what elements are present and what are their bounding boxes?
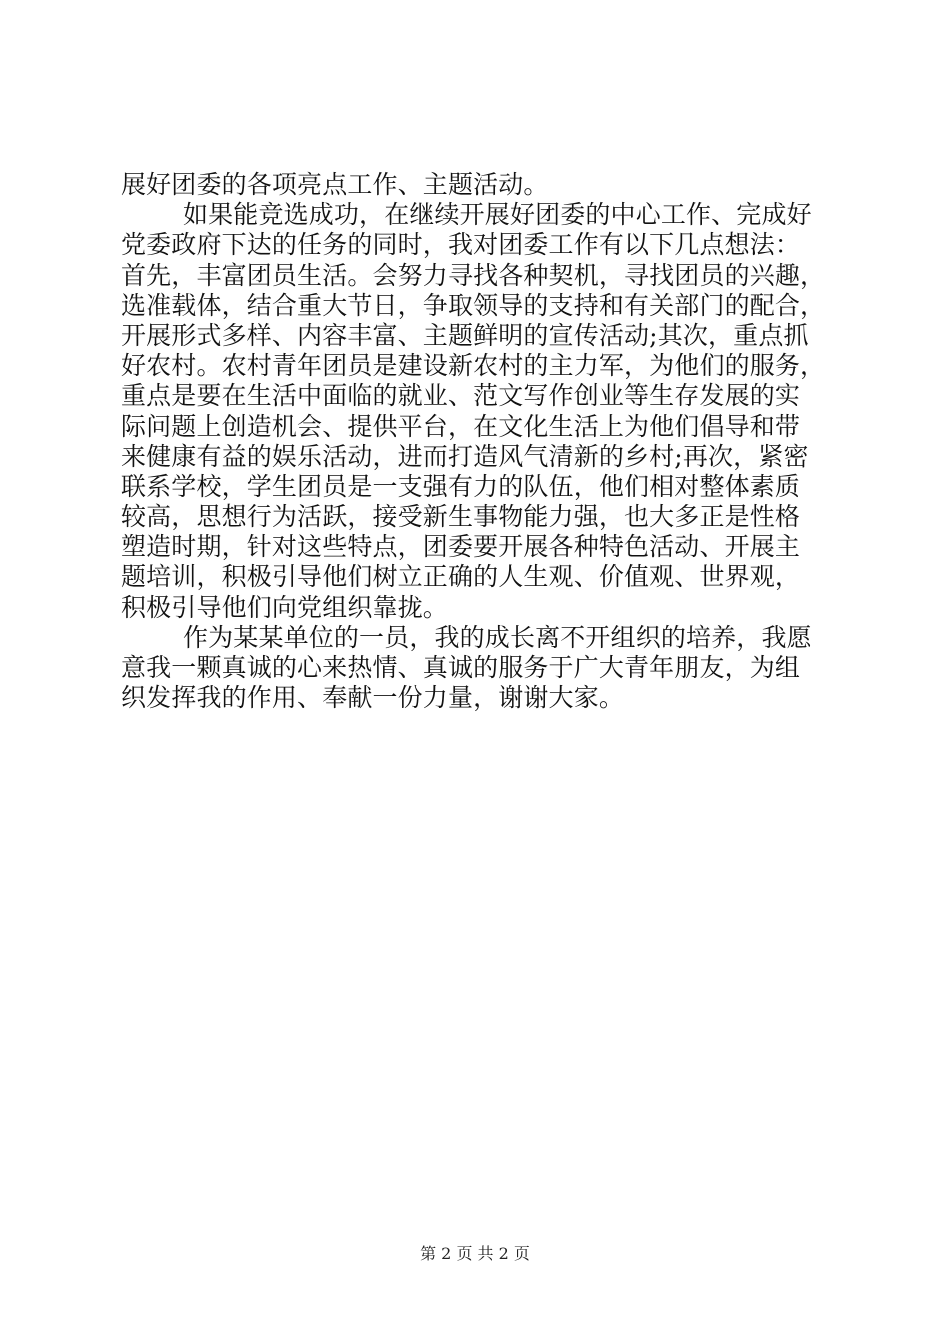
paragraph xyxy=(121,623,841,714)
text-line: 来健康有益的娱乐活动，进而打造风气清新的乡村;再次，紧密 xyxy=(121,441,809,471)
text-line: 好农村。农村青年团员是建设新农村的主力军，为他们的服务， xyxy=(121,351,826,381)
text-line: 较高，思想行为活跃，接受新生事物能力强，也大多正是性格 xyxy=(121,502,801,532)
text-line: 际问题上创造机会、提供平台，在文化生活上为他们倡导和带 xyxy=(121,411,801,441)
page-number-label: 第 2 页 共 2 页 xyxy=(420,1244,530,1263)
text-line: 选准载体，结合重大节日，争取领导的支持和有关部门的配合， xyxy=(121,290,826,320)
text-line: 积极引导他们向党组织靠拢。 xyxy=(121,592,448,622)
text-line: 首先，丰富团员生活。会努力寻找各种契机，寻找团员的兴趣， xyxy=(121,260,826,290)
paragraph xyxy=(121,200,841,623)
text-line: 重点是要在生活中面临的就业、范文写作创业等生存发展的实 xyxy=(121,381,801,411)
text-line: 展好团委的各项亮点工作、主题活动。 xyxy=(121,170,549,199)
text-line: 党委政府下达的任务的同时，我对团委工作有以下几点想法： xyxy=(121,230,801,260)
text-line: 如果能竞选成功，在继续开展好团委的中心工作、完成好 xyxy=(183,200,812,230)
text-line: 织发挥我的作用、奉献一份力量，谢谢大家。 xyxy=(121,683,625,713)
text-line: 意我一颗真诚的心来热情、真诚的服务于广大青年朋友，为组 xyxy=(121,653,801,682)
page-footer xyxy=(0,1244,950,1264)
text-line: 题培训，积极引导他们树立正确的人生观、价值观、世界观， xyxy=(121,562,801,592)
paragraph xyxy=(121,170,841,200)
text-line: 联系学校，学生团员是一支强有力的队伍，他们相对整体素质 xyxy=(121,471,801,501)
text-line: 开展形式多样、内容丰富、主题鲜明的宣传活动;其次，重点抓 xyxy=(121,320,809,350)
document-body xyxy=(121,170,841,713)
text-line: 塑造时期，针对这些特点，团委要开展各种特色活动、开展主 xyxy=(121,532,801,562)
text-line: 作为某某单位的一员，我的成长离不开组织的培养，我愿 xyxy=(183,622,812,652)
